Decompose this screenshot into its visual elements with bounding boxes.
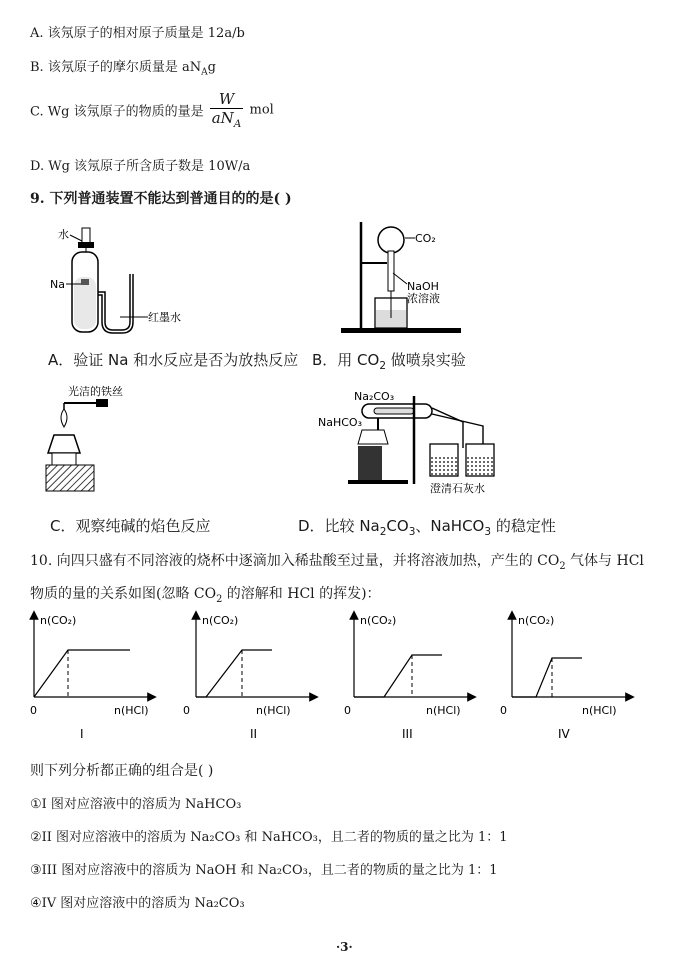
q10-statement-4: ④IV 图对应溶液中的溶质为 Na₂CO₃ bbox=[30, 896, 245, 911]
graph-ii bbox=[183, 614, 314, 741]
fraction-w-over-ana: $\frac{W}{aN_A}$ bbox=[211, 90, 242, 130]
q9-stem: 9. 下列普通装置不能达到普通目的的是( ) bbox=[30, 191, 292, 207]
figure-c-label-wire: 光洁的铁丝 bbox=[68, 385, 123, 398]
q9-caption-a: A．验证 Na 和水反应是否为放热反应 bbox=[48, 351, 299, 369]
q8-option-c: C. Wg 该氖原子的物质的量是 $\frac{W}{aN_A}$ mol bbox=[30, 90, 274, 130]
q10-ask: 则下列分析都正确的组合是( ) bbox=[30, 763, 214, 779]
figure-c-flame-test bbox=[40, 383, 150, 495]
graph-ii-label: II bbox=[250, 727, 258, 741]
graph-ii-ylabel: n(CO₂) bbox=[202, 614, 239, 627]
figure-b-co2-fountain bbox=[335, 218, 485, 338]
graph-ii-xlabel: n(HCl) bbox=[256, 704, 291, 717]
graph-iii-xlabel: n(HCl) bbox=[426, 704, 461, 717]
q10-graphs bbox=[22, 610, 682, 745]
graph-iii-label: III bbox=[402, 727, 413, 741]
graph-i bbox=[30, 614, 152, 741]
q10-statement-1: ①I 图对应溶液中的溶质为 NaHCO₃ bbox=[30, 797, 242, 812]
q10-statement-3: ③III 图对应溶液中的溶质为 NaOH 和 Na₂CO₃，且二者的物质的量之比为 1：1 bbox=[30, 863, 498, 878]
figure-d-label-nahco3: NaHCO₃ bbox=[318, 416, 362, 429]
page-number: ·3· bbox=[336, 940, 353, 954]
graph-iv bbox=[500, 614, 630, 741]
graph-iv-xlabel: n(HCl) bbox=[582, 704, 617, 717]
figure-d-label-na2co3: Na₂CO₃ bbox=[354, 390, 395, 403]
graph-iii bbox=[344, 614, 472, 741]
figure-a-label-na: Na bbox=[50, 278, 65, 291]
figure-d-label-limewater: 澄清石灰水 bbox=[430, 482, 485, 495]
q10-statement-2: ②II 图对应溶液中的溶质为 Na₂CO₃ 和 NaHCO₃，且二者的物质的量之比为 1：1 bbox=[30, 830, 508, 845]
figure-b-label-conc: 浓溶液 bbox=[407, 292, 440, 305]
q8-option-a: A. 该氖原子的相对原子质量是 12a/b bbox=[30, 26, 245, 41]
graph-i-ylabel: n(CO₂) bbox=[40, 614, 77, 627]
figure-a-label-ink: 红墨水 bbox=[148, 311, 181, 324]
figure-a-na-water bbox=[50, 222, 200, 337]
q10-stem-line1: 10. 向四只盛有不同溶液的烧杯中逐滴加入稀盐酸至过量，并将溶液加热，产生的 $CO_2$ 气体与 HCl bbox=[30, 553, 644, 572]
q9-caption-d: D．比较 $Na_2CO_3$、NaHCO$_3$ 的稳定性 bbox=[298, 517, 556, 538]
figure-a-label-water: 水 bbox=[58, 228, 69, 241]
figure-b-label-naoh: NaOH bbox=[407, 280, 439, 293]
graph-i-xlabel: n(HCl) bbox=[114, 704, 149, 717]
graph-iv-label: IV bbox=[558, 727, 570, 741]
q10-stem-line2: 物质的量的关系如图(忽略 $CO_2$ 的溶解和 HCl 的挥发)： bbox=[30, 586, 381, 605]
graph-iv-ylabel: n(CO₂) bbox=[518, 614, 555, 627]
figure-d-thermal-stability bbox=[318, 388, 498, 498]
graph-iv-origin: 0 bbox=[500, 704, 507, 717]
figure-b-label-gas: CO₂ bbox=[415, 232, 436, 245]
graph-iii-ylabel: n(CO₂) bbox=[360, 614, 397, 627]
graph-i-origin: 0 bbox=[30, 704, 37, 717]
q9-caption-b: B．用 $CO_2$ 做喷泉实验 bbox=[312, 351, 466, 372]
q8-option-b: B. 该氖原子的摩尔质量是 $aN_Ag$ bbox=[30, 60, 216, 78]
graph-iii-origin: 0 bbox=[344, 704, 351, 717]
q8-option-d: D. Wg 该氖原子所含质子数是 10W/a bbox=[30, 159, 251, 174]
graph-i-label: I bbox=[80, 727, 84, 741]
graph-ii-origin: 0 bbox=[183, 704, 190, 717]
q9-caption-c: C．观察纯碱的焰色反应 bbox=[50, 517, 211, 535]
